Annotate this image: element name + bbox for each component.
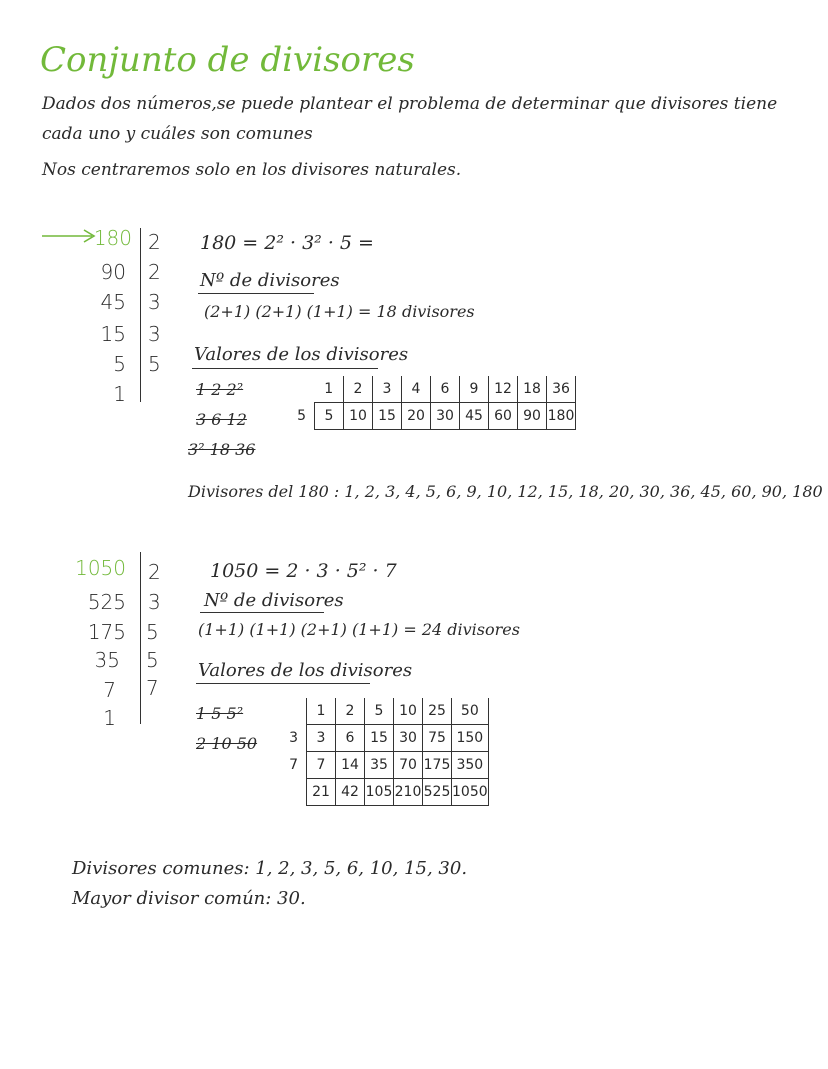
table-row	[278, 779, 488, 806]
table-lead: 5	[286, 403, 315, 430]
number-45: 45	[100, 290, 126, 314]
count-title-180: Nº de divisores	[200, 270, 340, 291]
table-cell: 45	[460, 403, 489, 430]
factor: 5	[148, 352, 161, 376]
table-cell: 3	[373, 376, 402, 403]
table-cell: 105	[365, 779, 394, 806]
formula-1050: 1050 = 2 · 3 · 5² · 7	[210, 560, 397, 582]
table-cell: 30	[431, 403, 460, 430]
table-cell: 14	[336, 752, 365, 779]
formula-180: 180 = 2² · 3² · 5 =	[200, 232, 374, 254]
table-cell: 5	[315, 403, 344, 430]
table-cell: 15	[365, 725, 394, 752]
underline	[198, 293, 314, 294]
factor: 2	[148, 230, 161, 254]
scratch-row: 3² 18 36	[188, 440, 256, 459]
number-7: 7	[103, 678, 116, 702]
number-90: 90	[100, 260, 126, 284]
scratch-row: 2 10 50	[196, 734, 258, 753]
table-cell: 4	[402, 376, 431, 403]
count-expression-1050: (1+1) (1+1) (2+1) (1+1) = 24 divisores	[198, 620, 520, 639]
common-divisors: Divisores comunes: 1, 2, 3, 5, 6, 10, 15, 30.	[72, 858, 468, 879]
table-row	[278, 698, 488, 725]
values-title-1050: Valores de los divisores	[198, 660, 413, 681]
count-expression-180: (2+1) (2+1) (1+1) = 18 divisores	[204, 302, 475, 321]
factor: 3	[148, 590, 161, 614]
table-cell	[278, 698, 307, 725]
count-title-1050: Nº de divisores	[204, 590, 344, 611]
page-title: Conjunto de divisores	[40, 40, 415, 80]
number-1: 1	[103, 706, 116, 730]
number-15: 15	[100, 322, 126, 346]
table-cell: 7	[307, 752, 336, 779]
table-cell: 18	[518, 376, 547, 403]
table-cell: 525	[423, 779, 452, 806]
table-cell: 2	[336, 698, 365, 725]
table-cell: 6	[431, 376, 460, 403]
table-row	[278, 752, 488, 779]
table-cell: 60	[489, 403, 518, 430]
intro-line-2: cada uno y cuáles son comunes	[42, 124, 313, 144]
scratch-row: 1 2 2²	[196, 380, 244, 399]
table-cell: 210	[394, 779, 423, 806]
factor-divider	[140, 552, 141, 724]
table-cell: 2	[344, 376, 373, 403]
intro-line-3: Nos centraremos solo en los divisores naturales.	[42, 160, 462, 180]
table-cell: 1050	[452, 779, 489, 806]
number-35: 35	[94, 648, 120, 672]
table-cell: 30	[394, 725, 423, 752]
greatest-common-divisor: Mayor divisor común: 30.	[72, 888, 306, 909]
table-row	[286, 403, 576, 430]
table-cell: 25	[423, 698, 452, 725]
number-1050: 1050	[75, 556, 126, 580]
factor: 3	[148, 322, 161, 346]
table-cell: 1	[315, 376, 344, 403]
factor: 7	[146, 676, 159, 700]
table-lead	[278, 779, 307, 806]
factor: 2	[148, 560, 161, 584]
number-180: 180	[93, 226, 132, 250]
factor: 5	[146, 648, 159, 672]
factor: 3	[148, 290, 161, 314]
table-cell: 70	[394, 752, 423, 779]
table-cell: 50	[452, 698, 489, 725]
intro-line-1: Dados dos números,se puede plantear el problema de determinar que divisores tiene	[42, 94, 778, 114]
table-lead: 3	[278, 725, 307, 752]
table-cell: 350	[452, 752, 489, 779]
table-cell: 12	[489, 376, 518, 403]
table-cell	[286, 376, 315, 403]
factor-divider	[140, 228, 141, 402]
table-row	[286, 376, 576, 403]
table-cell: 90	[518, 403, 547, 430]
factor: 5	[146, 620, 159, 644]
table-cell: 1	[307, 698, 336, 725]
table-cell: 20	[402, 403, 431, 430]
summary-180: Divisores del 180 : 1, 2, 3, 4, 5, 6, 9, 10, 12, 15, 18, 20, 30, 36, 45, 60, 90, 180	[188, 482, 823, 501]
table-cell: 9	[460, 376, 489, 403]
table-cell: 10	[344, 403, 373, 430]
table-cell: 5	[365, 698, 394, 725]
table-cell: 150	[452, 725, 489, 752]
table-cell: 3	[307, 725, 336, 752]
table-cell: 6	[336, 725, 365, 752]
divisor-table-1050	[278, 698, 489, 806]
scratch-row: 1 5 5²	[196, 704, 244, 723]
divisor-table-180	[286, 376, 576, 430]
table-cell: 15	[373, 403, 402, 430]
table-lead: 7	[278, 752, 307, 779]
underline	[192, 368, 378, 369]
table-cell: 21	[307, 779, 336, 806]
underline	[196, 683, 370, 684]
number-525: 525	[87, 590, 126, 614]
underline	[200, 612, 324, 613]
number-5: 5	[113, 352, 126, 376]
number-175: 175	[87, 620, 126, 644]
table-row	[278, 725, 488, 752]
table-cell: 35	[365, 752, 394, 779]
table-cell: 75	[423, 725, 452, 752]
factor: 2	[148, 260, 161, 284]
table-cell: 42	[336, 779, 365, 806]
table-cell: 36	[547, 376, 576, 403]
table-cell: 175	[423, 752, 452, 779]
table-cell: 180	[547, 403, 576, 430]
scratch-row: 3 6 12	[196, 410, 247, 429]
table-cell: 10	[394, 698, 423, 725]
number-1: 1	[113, 382, 126, 406]
values-title-180: Valores de los divisores	[194, 344, 409, 365]
